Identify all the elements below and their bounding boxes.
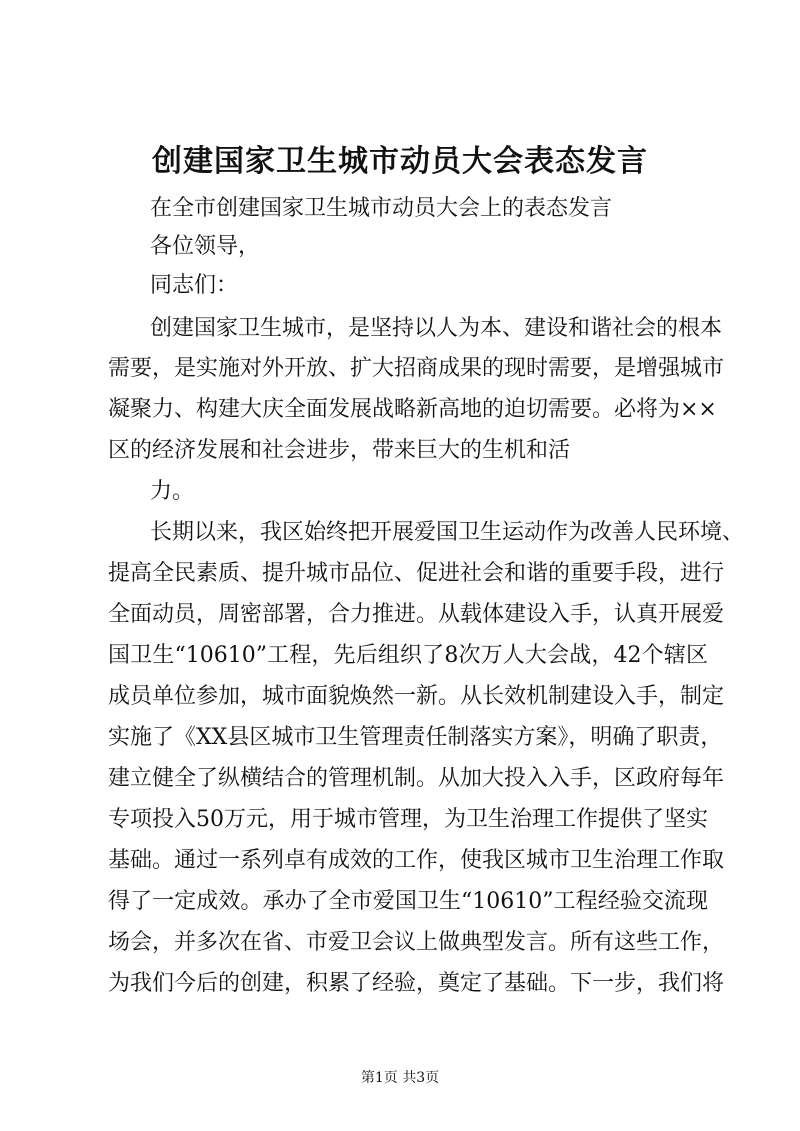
paragraph-2-line: 国卫生“10610”工程，先后组织了8次万人大会战，42个辖区: [108, 643, 708, 668]
page-number-footer: 第1页 共3页: [360, 1070, 440, 1086]
paragraph-2-line: 成员单位参加，城市面貌焕然一新。从长效机制建设入手，制定: [108, 684, 725, 709]
paragraph-2-line: 得了一定成效。承办了全市爱国卫生“10610”工程经验交流现: [108, 889, 708, 914]
paragraph-1-line: 区的经济发展和社会进步，带来巨大的生机和活: [108, 438, 571, 463]
paragraph-2-line: 专项投入50万元，用于城市管理，为卫生治理工作提供了坚实: [108, 807, 708, 832]
paragraph-2-line: 基础。通过一系列卓有成效的工作，使我区城市卫生治理工作取: [108, 848, 725, 873]
document-title: 创建国家卫生城市动员大会表态发言: [152, 144, 648, 179]
paragraph-2-line: 建立健全了纵横结合的管理机制。从加大投入入手，区政府每年: [108, 766, 725, 791]
paragraph-1-line: 创建国家卫生城市，是坚持以人为本、建设和谐社会的根本: [150, 316, 723, 341]
paragraph-1-line: 力。: [150, 479, 195, 504]
subtitle-line: 在全市创建国家卫生城市动员大会上的表态发言: [150, 196, 613, 221]
paragraph-2-line: 提高全民素质、提升城市品位、促进社会和谐的重要手段，进行: [108, 561, 725, 586]
paragraph-2-line: 场会，并多次在省、市爱卫会议上做典型发言。所有这些工作，: [108, 930, 725, 955]
paragraph-2-line: 长期以来，我区始终把开展爱国卫生运动作为改善人民环境、: [150, 520, 745, 545]
paragraph-2-line: 全面动员，周密部署，合力推进。从载体建设入手，认真开展爱: [108, 602, 725, 627]
paragraph-1-line: 需要，是实施对外开放、扩大招商成果的现时需要，是增强城市: [108, 356, 725, 381]
salutation-leaders: 各位领导，: [150, 234, 261, 259]
paragraph-1-line: 凝聚力、构建大庆全面发展战略新高地的迫切需要。必将为××: [108, 397, 717, 422]
paragraph-2-line: 实施了《XX县区城市卫生管理责任制落实方案》，明确了职责，: [108, 725, 723, 750]
salutation-comrades: 同志们：: [150, 273, 239, 298]
paragraph-2-line: 为我们今后的创建，积累了经验，奠定了基础。下一步，我们将: [108, 971, 725, 996]
